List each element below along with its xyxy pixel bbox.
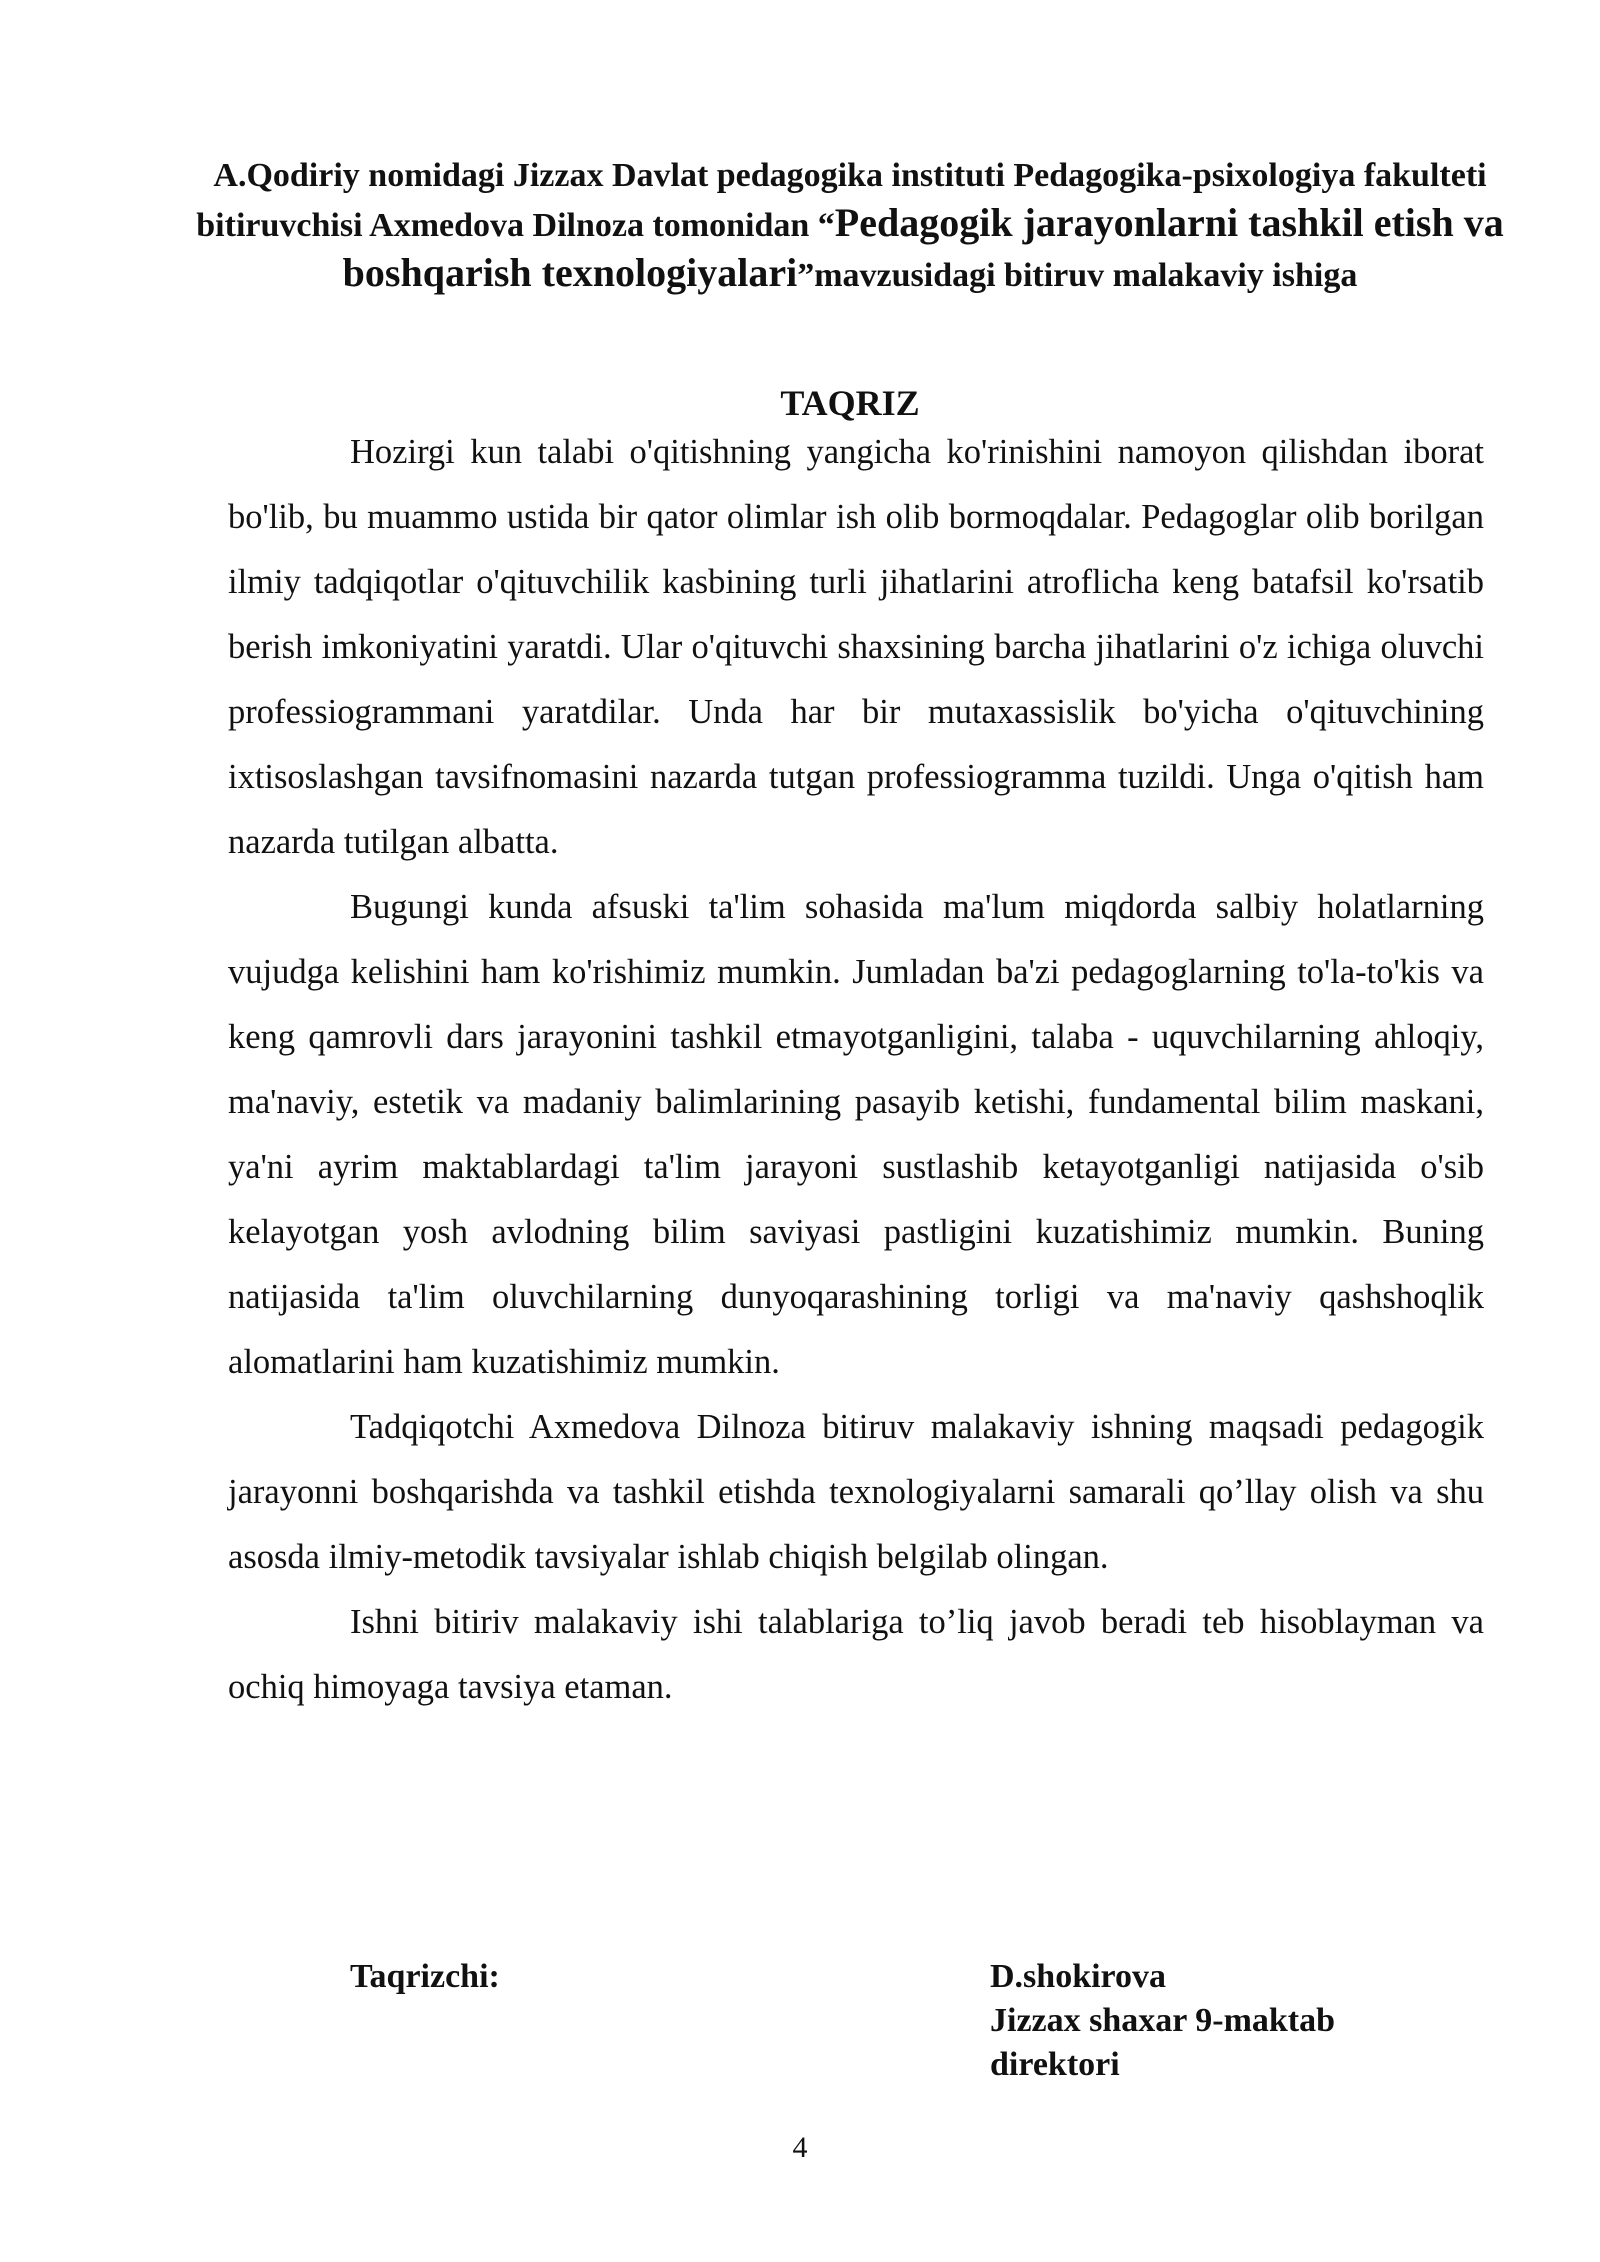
paragraph-3: Tadqiqotchi Axmedova Dilnoza bitiruv malakaviy ishning maqsadi pedagogik jarayonni boshqarishda va tashkil etishda texnologiyalarni samarali qo’llay olish va shu asosda ilmiy-metodik tavsiyalar ishlab chiqish belgilab olingan. (228, 1408, 1484, 1576)
reviewer-label: Taqrizchi: (350, 1958, 500, 1995)
document-header (180, 152, 1520, 299)
header-closing-text: ”mavzusidagi bitiruv malakaviy ishiga (797, 257, 1358, 294)
review-title: TAQRIZ (780, 383, 920, 423)
reviewer-signature-block (990, 1955, 1335, 2087)
reviewer-name: D.shokirova (990, 1958, 1167, 1995)
header-intro-text: A.Qodiriy nomidagi Jizzax Davlat pedagogika instituti Pedagogika-psixologiya fakulteti bitiruvchisi Axmedova Dilnoza tomonidan “ (196, 157, 1487, 244)
page-number: 4 (792, 2131, 808, 2164)
paragraph-2: Bugungi kunda afsuski ta'lim sohasida ma'lum miqdorda salbiy holatlarning vujudga kelishini ham ko'rishimiz mumkin. Jumladan ba'zi pedagoglarning to'la-to'kis va keng qamrovli dars jarayonini tashkil etmayotganligini, talaba - uquvchilarning ahloqiy, ma'naviy, estetik va madaniy balimlarining pasayib ketishi, fundamental bilim maskani, ya'ni ayrim maktablardagi ta'lim jarayoni sustlashib ketayotganligi natijasida o'sib kelayotgan yosh avlodning bilim saviyasi pastligini kuzatishimiz mumkin. Buning natijasida ta'lim oluvchilarning dunyoqarashining torligi va ma'naviy qashshoqlik alomatlarini ham kuzatishimiz mumkin. (228, 888, 1484, 1381)
thesis-topic: Pedagogik jarayonlarni tashkil etish va boshqarish texnologiyalari (342, 200, 1504, 295)
paragraph-1: Hozirgi kun talabi o'qitishning yangicha ko'rinishini namoyon qilishdan iborat bo'lib, bu muammo ustida bir qator olimlar ish olib bormoqdalar. Pedagoglar olib borilgan ilmiy tadqiqotlar o'qituvchilik kasbining turli jihatlarini atroflicha keng batafsil ko'rsatib berish imkoniyatini yaratdi. Ular o'qituvchi shaxsining barcha jihatlarini o'z ichiga oluvchi professiogrammani yaratdilar. Unda har bir mutaxassislik bo'yicha o'qituvchining ixtisoslashgan tavsifnomasini nazarda tutgan professiogramma tuzildi. Unga o'qitish ham nazarda tutilgan albatta. (228, 433, 1484, 861)
review-body (228, 420, 1484, 1720)
reviewer-position-line-2: direktori (990, 2046, 1120, 2083)
reviewer-position-line-1: Jizzax shaxar 9-maktab (990, 2002, 1336, 2039)
paragraph-4: Ishni bitiriv malakaviy ishi talablariga to’liq javob beradi teb hisoblayman va ochiq himoyaga tavsiya etaman. (228, 1603, 1484, 1706)
